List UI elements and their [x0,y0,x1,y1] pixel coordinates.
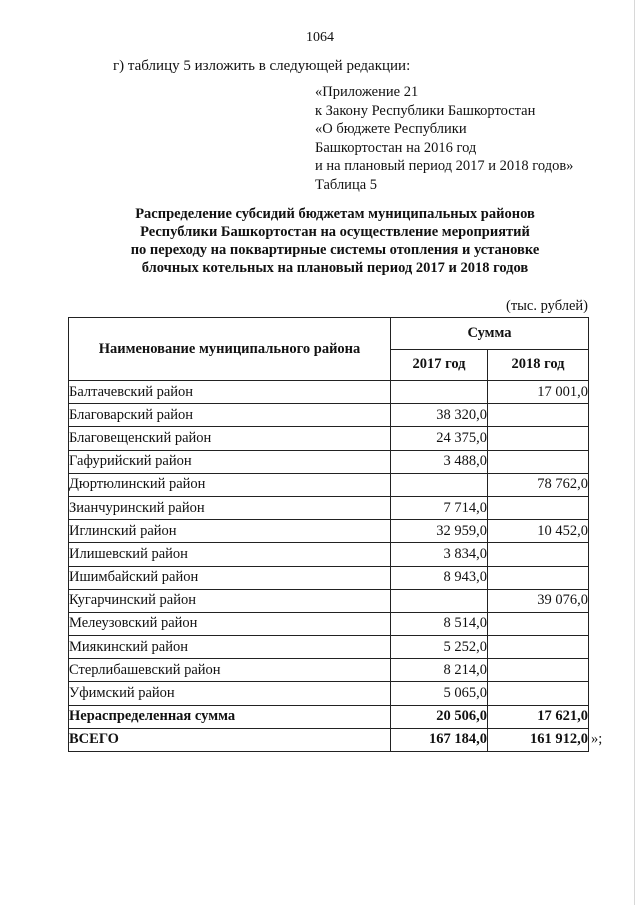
page-edge-line [634,0,635,905]
table-row [69,496,589,519]
table-row [69,543,589,566]
header-district-name: Наименование муниципального района [69,318,391,381]
appendix-line: Башкортостан на 2016 год [315,139,477,156]
amount-2018: 17 001,0 [488,381,589,404]
amount-2018 [488,612,589,635]
amount-2017: 3 488,0 [391,450,488,473]
amount-2017: 32 959,0 [391,520,488,543]
amount-2018: 78 762,0 [488,473,589,496]
header-sum: Сумма [391,318,589,350]
unallocated-2017: 20 506,0 [391,705,488,728]
amount-2017: 5 252,0 [391,636,488,659]
table-row [69,520,589,543]
district-name: Гафурийский район [69,450,391,473]
page-number: 1064 [306,30,334,45]
district-name: Илишевский район [69,543,391,566]
unallocated-2018: 17 621,0 [488,705,589,728]
title-line: Распределение субсидий бюджетам муниципальных районов [135,206,535,222]
table-row [69,427,589,450]
appendix-line: Таблица 5 [315,176,378,193]
amount-2018 [488,404,589,427]
appendix-line: к Закону Республики Башкортостан [315,102,536,119]
amount-2018: 10 452,0 [488,520,589,543]
header-year-2017: 2017 год [391,349,488,381]
district-name: Кугарчинский район [69,589,391,612]
district-name: Мелеузовский район [69,612,391,635]
amount-2018 [488,636,589,659]
appendix-line: «Приложение 21 [315,84,419,100]
table-row [69,450,589,473]
amount-2018: 39 076,0 [488,589,589,612]
amount-2017: 24 375,0 [391,427,488,450]
total-2017: 167 184,0 [391,728,488,751]
amount-2017 [391,381,488,404]
amount-2018 [488,496,589,519]
district-name: Благовещенский район [69,427,391,450]
closing-quote-mark: »; [591,731,603,747]
title-line: по переходу на поквартирные системы отопления и установке [130,242,540,258]
table-row [69,381,589,404]
table-row [69,589,589,612]
amount-2018 [488,427,589,450]
district-name: Благоварский район [69,404,391,427]
table-row [69,636,589,659]
amount-2017: 3 834,0 [391,543,488,566]
intro-text: г) таблицу 5 изложить в следующей редакции: [113,58,411,74]
district-name: Ишимбайский район [69,566,391,589]
header-year-2018: 2018 год [488,349,589,381]
table-row [69,682,589,705]
district-name: Иглинский район [69,520,391,543]
district-name: Уфимский район [69,682,391,705]
title-line: блочных котельных на плановый период 2017 и 2018 годов [141,260,529,276]
amount-2018 [488,682,589,705]
appendix-line: и на плановый период 2017 и 2018 годов» [315,158,574,174]
table-title [70,205,600,277]
district-name: Дюртюлинский район [69,473,391,496]
district-name: Стерлибашевский район [69,659,391,682]
amount-2018 [488,543,589,566]
district-name: Миякинский район [69,636,391,659]
title-line: Республики Башкортостан на осуществление мероприятий [140,224,530,240]
table-row [69,566,589,589]
unallocated-row [69,705,589,728]
amount-2017: 38 320,0 [391,404,488,427]
units-label: (тыс. рублей) [506,298,588,314]
district-name: Балтачевский район [69,381,391,404]
amount-2017: 8 214,0 [391,659,488,682]
amount-2017: 7 714,0 [391,496,488,519]
amount-2018 [488,566,589,589]
subsidy-table [68,317,589,752]
table-row [69,612,589,635]
appendix-reference [315,83,573,194]
amount-2017 [391,589,488,612]
amount-2017: 8 943,0 [391,566,488,589]
unallocated-label: Нераспределенная сумма [69,705,391,728]
total-row [69,728,589,751]
total-2018: 161 912,0 [488,728,589,751]
amount-2018 [488,659,589,682]
table-row [69,473,589,496]
total-label: ВСЕГО [69,728,391,751]
amount-2017 [391,473,488,496]
amount-2018 [488,450,589,473]
amount-2017: 5 065,0 [391,682,488,705]
district-name: Зианчуринский район [69,496,391,519]
amount-2017: 8 514,0 [391,612,488,635]
table-row [69,659,589,682]
table-row [69,404,589,427]
appendix-line: «О бюджете Республики [315,121,467,137]
